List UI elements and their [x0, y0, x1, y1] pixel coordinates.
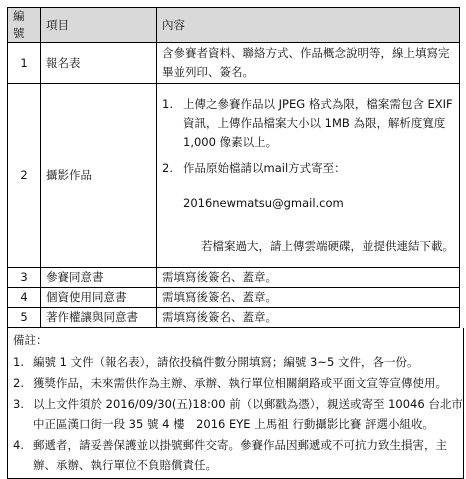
row-number: 1 — [8, 43, 41, 84]
note-text: 獲獎作品，未來需供作為主辦、承辦、執行單位相關網路或平面文宣等宣傳使用。 — [33, 376, 447, 390]
row-item: 著作權讓與同意書 — [41, 308, 157, 328]
row-content: 需填寫後簽名、蓋章。 — [157, 268, 460, 288]
note-text: 郵遞者，請妥善保護並以掛號郵件交寄。參賽作品因郵遞或不可抗力致生損害，主辦、承辦、執行單位不負賠償責任。 — [33, 438, 447, 472]
row-item: 參賽同意書 — [41, 268, 157, 288]
row-number: 3 — [8, 268, 41, 288]
submission-email: 2016newmatsu@gmail.com — [183, 196, 344, 210]
document-sheet — [7, 7, 463, 479]
notes-box — [7, 328, 464, 479]
row-content — [157, 84, 460, 268]
notes-title: 備註： — [13, 333, 48, 347]
note-text: 編號 1 文件（報名表），請依投稿件數分開填寫；編號 3~5 文件，各一份。 — [33, 355, 419, 369]
note-item — [13, 394, 463, 434]
list-item — [162, 95, 454, 152]
row-content-text: 含參賽者資料、聯絡方式、作品概念說明等，線上填寫完畢並列印、簽名。 — [162, 46, 450, 79]
note-number: 4. — [13, 438, 24, 452]
required-documents-table — [7, 7, 460, 328]
list-item-number: 2. — [162, 161, 173, 175]
list-item-text: 上傳之參賽作品以 JPEG 格式為限，檔案需包含 EXIF 資訊，上傳作品檔案大小以 1MB 為限，解析度寬度 1,000 像素以上。 — [183, 97, 453, 149]
row-content: 需填寫後簽名、蓋章。 — [157, 288, 460, 308]
list-item — [162, 159, 454, 213]
table-row — [8, 43, 460, 84]
list-item-text: 作品原始檔請以mail方式寄至： — [183, 161, 346, 175]
table-row — [8, 84, 460, 268]
note-item — [13, 373, 463, 393]
header-item: 項目 — [41, 8, 157, 43]
row-content: 需填寫後簽名、蓋章。 — [157, 308, 460, 328]
row-number: 4 — [8, 288, 41, 308]
table-row — [8, 308, 460, 328]
table-header-row — [8, 8, 460, 43]
table-row — [8, 288, 460, 308]
row-item: 個資使用同意書 — [41, 288, 157, 308]
note-item — [13, 352, 463, 372]
table-row — [8, 268, 460, 288]
note-number: 2. — [13, 376, 24, 390]
row-number: 2 — [8, 84, 41, 268]
row-item: 報名表 — [41, 43, 157, 84]
photo-requirements-list — [162, 95, 454, 213]
header-content: 內容 — [157, 8, 460, 43]
note-text: 以上文件須於 2016/09/30(五)18:00 前（以郵戳為憑），親送或寄至 10046 台北市中正區漢口街一段 35 號 4 樓 2016 EYE 上馬祖 行動攝影比賽 評選小組收。 — [33, 397, 463, 431]
note-number: 3. — [13, 397, 24, 411]
header-number: 編號 — [8, 8, 41, 43]
list-item-number: 1. — [162, 97, 173, 111]
row-item: 攝影作品 — [41, 84, 157, 268]
row-number: 5 — [8, 308, 41, 328]
note-item — [13, 435, 463, 475]
large-file-note: 若檔案過大，請上傳雲端硬碟，並提供連結下載。 — [201, 239, 454, 253]
row-content — [157, 43, 460, 84]
note-number: 1. — [13, 355, 24, 369]
